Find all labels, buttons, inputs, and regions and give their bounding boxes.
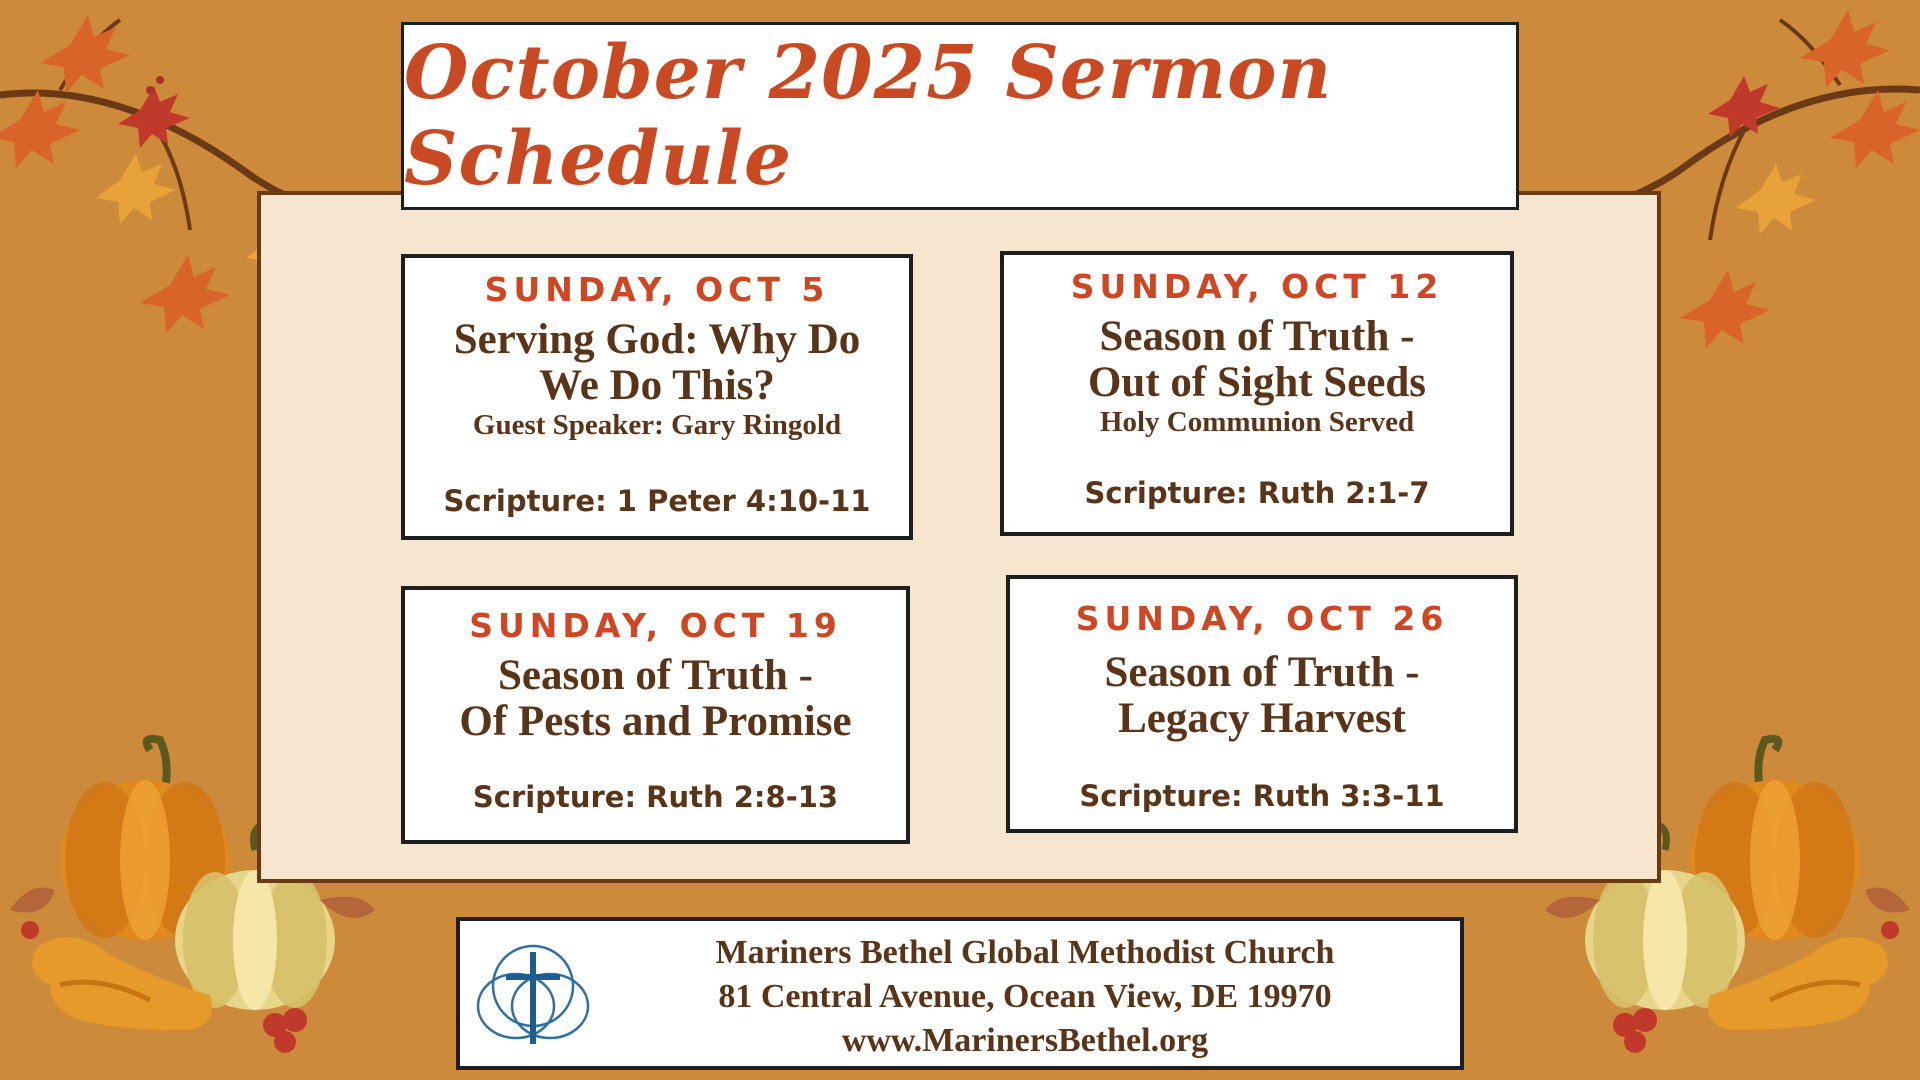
sermon-scripture: Scripture: 1 Peter 4:10-11 <box>443 484 871 518</box>
sermon-scripture: Scripture: Ruth 2:1-7 <box>1084 476 1430 510</box>
sermon-date: SUNDAY, OCT 5 <box>484 270 830 309</box>
church-name: Mariners Bethel Global Methodist Church <box>715 934 1335 971</box>
sermon-date: SUNDAY, OCT 19 <box>469 606 842 645</box>
sermon-title-line: Serving God: Why Do <box>453 316 861 363</box>
sermon-title-line: Of Pests and Promise <box>459 698 852 745</box>
church-info-box <box>456 917 1464 1070</box>
sermon-date: SUNDAY, OCT 12 <box>1070 267 1444 306</box>
sermon-title-line: Season of Truth - <box>1104 649 1420 696</box>
cross-logo-icon <box>472 934 594 1056</box>
sermon-subtitle: Holy Communion Served <box>1099 406 1415 438</box>
sermon-card-oct-5 <box>401 254 913 540</box>
sermon-card-oct-12 <box>1000 251 1514 536</box>
sermon-title-line: Season of Truth - <box>1099 313 1415 360</box>
sermon-date: SUNDAY, OCT 26 <box>1075 599 1449 638</box>
sermon-scripture: Scripture: Ruth 3:3-11 <box>1079 779 1445 813</box>
sermon-title-line: Out of Sight Seeds <box>1087 359 1427 406</box>
church-address: 81 Central Avenue, Ocean View, DE 19970 <box>718 978 1332 1015</box>
sermon-card-oct-19 <box>401 586 910 844</box>
sermon-title-line: Season of Truth - <box>498 652 813 699</box>
church-website-link[interactable]: www.MarinersBethel.org <box>841 1022 1209 1059</box>
sermon-scripture: Scripture: Ruth 2:8-13 <box>472 780 839 814</box>
title-banner <box>401 22 1519 210</box>
sermon-title-line: We Do This? <box>539 362 775 409</box>
sermon-card-oct-26 <box>1006 575 1518 833</box>
sermon-title-line: Legacy Harvest <box>1118 695 1406 742</box>
sermon-subtitle: Guest Speaker: Gary Ringold <box>472 409 842 441</box>
page-title: October 2025 Sermon Schedule <box>404 30 1333 202</box>
